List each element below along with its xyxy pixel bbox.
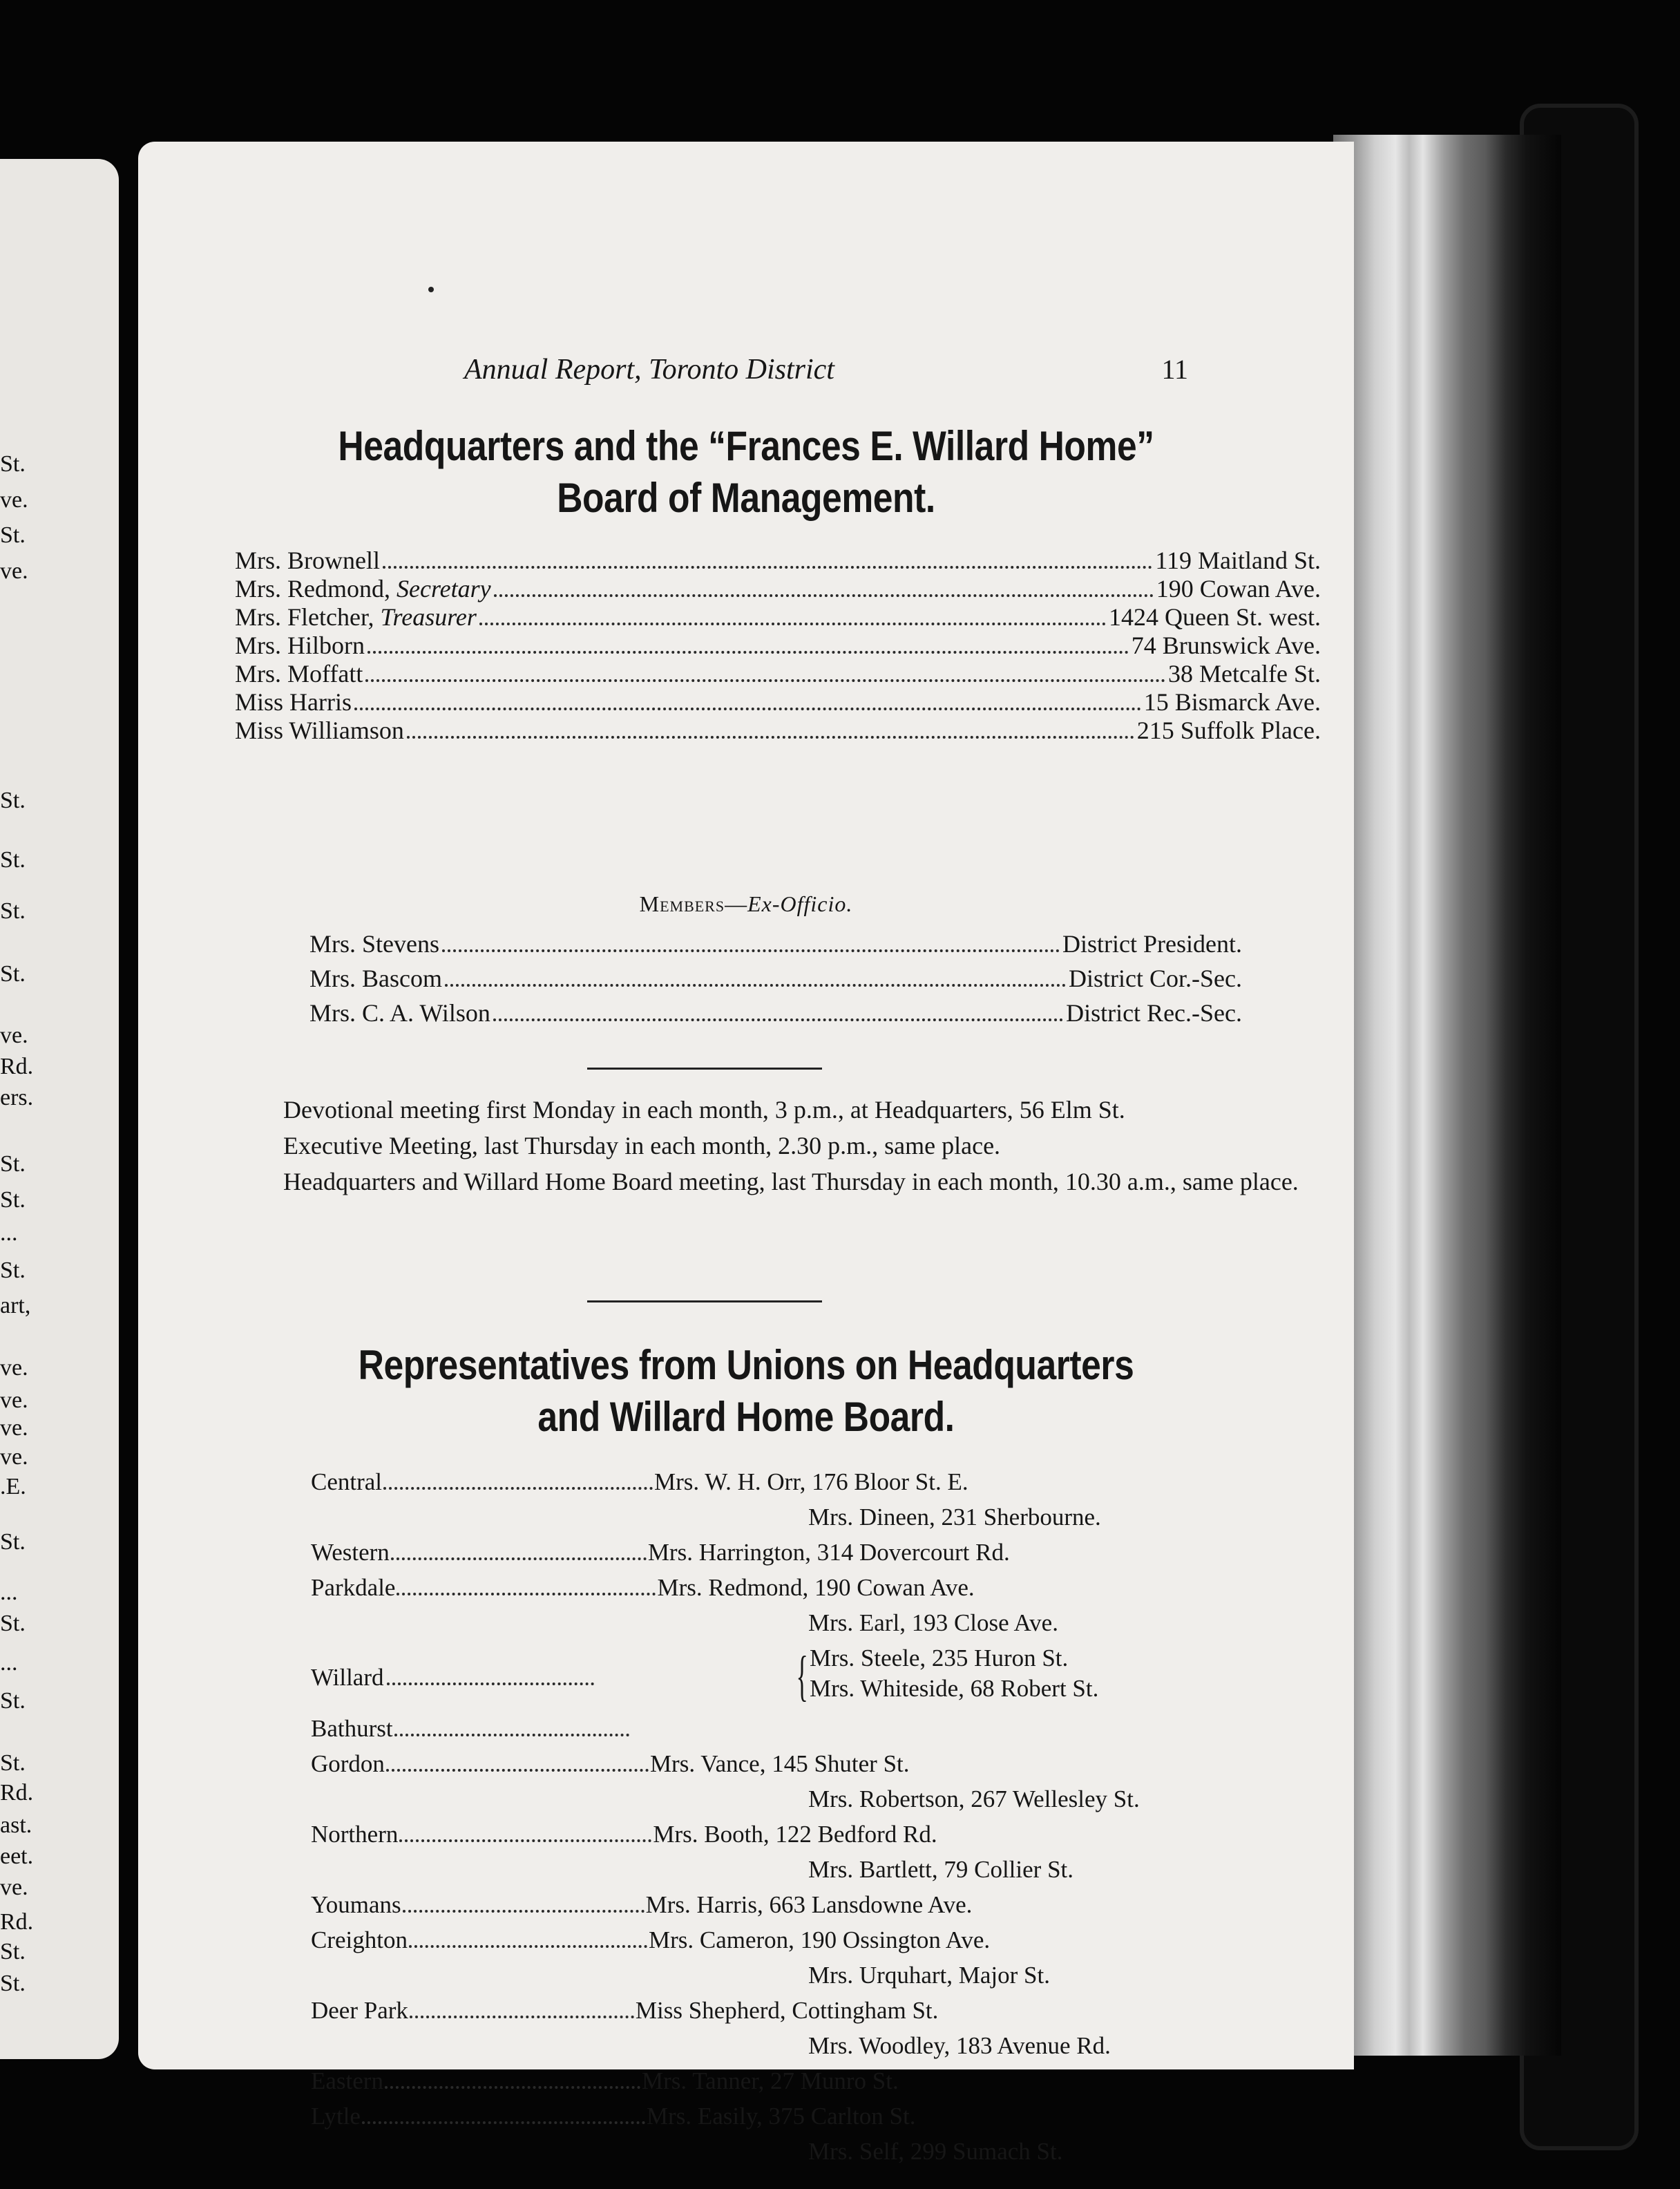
reps-heading-line2: and Willard Home Board.: [537, 1394, 955, 1440]
previous-page-fragment: St.: [0, 522, 26, 548]
union-row: [311, 2103, 1278, 2138]
brace-glyph: {: [796, 1646, 808, 1707]
board-member-name: Miss Harris: [235, 688, 352, 716]
members-ex-officio-label: [525, 891, 967, 917]
previous-page-fragment: ...: [0, 1220, 18, 1246]
board-member-role: Treasurer: [380, 603, 477, 631]
ex-officio-name: Mrs. C. A. Wilson: [309, 999, 490, 1027]
union-representative: Mrs. Bartlett, 79 Collier St.: [808, 1856, 1074, 1883]
union-row-willard: [311, 1645, 1278, 1715]
previous-page-fragment: Rd.: [0, 1054, 34, 1079]
dot-leader: [362, 2105, 645, 2124]
union-name: Gordon: [311, 1750, 385, 1777]
previous-page-fragment: St.: [0, 1187, 26, 1213]
union-representative: Mrs. Harrington, 314 Dovercourt Rd.: [647, 1539, 1010, 1566]
union-representative: Mrs. Robertson, 267 Wellesley St.: [808, 1785, 1140, 1812]
dot-leader: [368, 633, 1129, 654]
previous-page-fragment: St.: [0, 1688, 26, 1714]
book-page: [138, 142, 1354, 2165]
union-row: [311, 1574, 1278, 1609]
ex-officio-list: [309, 929, 1242, 1033]
running-head: [138, 349, 1354, 390]
dot-leader: [403, 1893, 645, 1913]
previous-page-fragment: Rd.: [0, 1780, 34, 1806]
previous-page-fragment: ve.: [0, 558, 28, 584]
union-representative: Mrs. Cameron, 190 Ossington Ave.: [648, 1926, 991, 1953]
dot-leader: [387, 1666, 594, 1685]
board-heading-line1: Headquarters and the “Frances E. Willard Home”: [338, 423, 1154, 469]
board-member-row: [235, 546, 1321, 574]
previous-page-fragment: ast.: [0, 1812, 32, 1838]
ex-officio-row: [309, 929, 1242, 964]
union-row: [311, 1468, 1278, 1504]
union-representative: Mrs. Dineen, 231 Sherbourne.: [808, 1504, 1101, 1531]
board-member-address: 74 Brunswick Ave.: [1131, 632, 1321, 659]
dot-leader: [410, 1999, 634, 2018]
union-representative: Mrs. Tanner, 27 Munro St.: [641, 2067, 899, 2094]
board-member-role: Secretary: [397, 575, 491, 603]
union-row-continuation: [311, 1785, 1278, 1821]
dot-leader: [479, 605, 1106, 625]
union-representative: Mrs. Redmond, 190 Cowan Ave.: [657, 1574, 975, 1601]
reps-heading-line1: Representatives from Unions on Headquarters: [358, 1342, 1134, 1388]
union-name: Parkdale: [311, 1574, 396, 1601]
union-row: [311, 1539, 1278, 1574]
dot-leader: [409, 1929, 647, 1948]
board-member-row: [235, 716, 1321, 744]
board-member-name: Mrs. Moffatt: [235, 660, 363, 688]
board-member-row: [235, 631, 1321, 659]
union-name: Lytle: [311, 2103, 361, 2130]
previous-page-fragment: St.: [0, 1939, 26, 1964]
union-row: [311, 1821, 1278, 1856]
previous-page-fragment: eet.: [0, 1844, 34, 1869]
union-name: Willard: [311, 1664, 384, 1691]
members-label-italic: Ex-Officio.: [747, 891, 853, 916]
union-name: Deer Park: [311, 1997, 408, 2024]
previous-page-fragment: ...: [0, 1580, 18, 1605]
board-member-address: 15 Bismarck Ave.: [1143, 688, 1321, 716]
union-row-continuation: [311, 1962, 1278, 1997]
dot-leader: [445, 966, 1066, 987]
ex-officio-office: District President.: [1062, 930, 1242, 958]
union-representative: Mrs. Vance, 145 Shuter St.: [649, 1750, 910, 1777]
meeting-note: Executive Meeting, last Thursday in each month, 2.30 p.m., same place.: [283, 1132, 1001, 1159]
dot-leader: [407, 718, 1134, 739]
meeting-notes: [235, 1092, 1323, 1200]
meeting-note: Devotional meeting first Monday in each month, 3 p.m., at Headquarters, 56 Elm St.: [283, 1096, 1125, 1124]
ex-officio-row: [309, 998, 1242, 1033]
previous-page-fragment: St.: [0, 1750, 26, 1776]
union-representative: Mrs. W. H. Orr, 176 Bloor St. E.: [654, 1468, 968, 1495]
previous-page-fragment: St.: [0, 1151, 26, 1177]
previous-page-fragment: ...: [0, 1650, 18, 1676]
members-label: Members: [639, 891, 725, 916]
union-representative: Mrs. Earl, 193 Close Ave.: [808, 1609, 1058, 1636]
ex-officio-office: District Rec.-Sec.: [1066, 999, 1242, 1027]
union-representative: Mrs. Whiteside, 68 Robert St.: [810, 1675, 1099, 1702]
previous-page-fragment: Rd.: [0, 1909, 34, 1935]
dot-leader: [354, 690, 1141, 710]
page-number: 11: [1161, 354, 1188, 385]
union-representative: Mrs. Woodley, 183 Avenue Rd.: [808, 2032, 1111, 2059]
previous-page-fragment: St.: [0, 847, 26, 873]
previous-page-fragment: St.: [0, 1258, 26, 1283]
union-row: [311, 1926, 1278, 1962]
meeting-note: Headquarters and Willard Home Board meeting, last Thursday in each month, 10.30 a.m., same place.: [283, 1168, 1299, 1195]
board-member-row: [235, 688, 1321, 716]
dot-leader: [383, 1470, 653, 1490]
dot-leader: [383, 548, 1152, 569]
board-heading-line2: Board of Management.: [557, 475, 935, 521]
union-row-continuation: [311, 1504, 1278, 1539]
previous-page-fragment: ve.: [0, 487, 28, 513]
previous-page-fragment: St.: [0, 788, 26, 813]
union-name: Central: [311, 1468, 383, 1495]
ex-officio-name: Mrs. Bascom: [309, 965, 442, 992]
ink-speck: [428, 287, 434, 292]
union-name: Eastern: [311, 2067, 383, 2094]
previous-page-fragment: St.: [0, 898, 26, 924]
union-name: Youmans: [311, 1891, 401, 1918]
union-name: Bathurst: [311, 1715, 393, 1742]
dot-leader: [494, 576, 1154, 597]
union-name: Western: [311, 1539, 390, 1566]
dot-leader: [385, 2069, 640, 2089]
union-representative: Mrs. Harris, 663 Lansdowne Ave.: [645, 1891, 973, 1918]
board-member-name: Mrs. Redmond, Secretary: [235, 575, 491, 603]
union-name: Creighton: [311, 1926, 408, 1953]
previous-page-fragment: art,: [0, 1293, 31, 1318]
dot-leader: [391, 1541, 647, 1560]
union-row-continuation: [311, 1609, 1278, 1645]
union-row: [311, 1750, 1278, 1785]
union-representative: Mrs. Booth, 122 Bedford Rd.: [653, 1821, 937, 1848]
board-member-row: [235, 659, 1321, 688]
dot-leader: [442, 931, 1060, 952]
union-representative: Mrs. Urquhart, Major St.: [808, 1962, 1050, 1989]
union-representative: Miss Shepherd, Cottingham St.: [635, 1997, 939, 2024]
previous-page-fragment: .E.: [0, 1474, 26, 1499]
union-row: [311, 2067, 1278, 2103]
previous-page-fragment: ve.: [0, 1387, 28, 1413]
previous-page-fragment: St.: [0, 961, 26, 987]
union-representative: Mrs. Self, 299 Sumach St.: [808, 2138, 1063, 2165]
union-row-continuation: [311, 1856, 1278, 1891]
running-title: Annual Report, Toronto District: [464, 354, 834, 386]
union-row-continuation: [311, 2032, 1278, 2067]
board-member-row: [235, 603, 1321, 631]
previous-page-fragment: St.: [0, 451, 26, 477]
ex-officio-office: District Cor.-Sec.: [1069, 965, 1242, 992]
union-row: [311, 1997, 1278, 2032]
previous-page-fragment: ve.: [0, 1444, 28, 1470]
board-member-address: 1424 Queen St. west.: [1109, 603, 1321, 631]
dot-leader: [397, 1576, 656, 1595]
union-name: Northern: [311, 1821, 399, 1848]
ex-officio-row: [309, 964, 1242, 998]
previous-page-fragment: ers.: [0, 1085, 34, 1110]
ex-officio-name: Mrs. Stevens: [309, 930, 439, 958]
union-representative: Mrs. Steele, 235 Huron St.: [810, 1645, 1069, 1671]
previous-page-fragment: St.: [0, 1611, 26, 1636]
board-member-row: [235, 574, 1321, 603]
union-label-wrap: [311, 1664, 594, 1692]
board-member-name: Miss Williamson: [235, 717, 404, 744]
board-member-address: 119 Maitland St.: [1155, 547, 1321, 574]
book-fore-edge: [1333, 135, 1561, 2056]
dot-leader: [493, 1001, 1063, 1021]
dot-leader: [386, 1752, 649, 1772]
members-label-dash: —: [725, 891, 748, 916]
dot-leader: [394, 1717, 629, 1736]
previous-page-fragment: St.: [0, 1529, 26, 1555]
previous-page-fragment: ve.: [0, 1875, 28, 1900]
board-member-address: 38 Metcalfe St.: [1168, 660, 1321, 688]
union-row: [311, 1715, 1278, 1750]
board-member-list: [235, 546, 1321, 744]
previous-page-fragment: ve.: [0, 1023, 28, 1048]
board-member-address: 215 Suffolk Place.: [1136, 717, 1321, 744]
dot-leader: [365, 661, 1165, 682]
previous-page-fragment: ve.: [0, 1355, 28, 1381]
previous-page-fragment: St.: [0, 1971, 26, 1996]
previous-page-fragment: ve.: [0, 1415, 28, 1441]
union-row-continuation: [311, 2138, 1278, 2173]
previous-page-edge: [0, 159, 119, 2059]
union-row: [311, 1891, 1278, 1926]
section-divider: [587, 1068, 822, 1070]
board-member-name: Mrs. Brownell: [235, 547, 380, 574]
board-member-address: 190 Cowan Ave.: [1156, 575, 1321, 603]
union-representative: Mrs. Easily, 375 Carlton St.: [646, 2103, 916, 2130]
board-member-name: Mrs. Hilborn: [235, 632, 365, 659]
union-representatives-list: [311, 1468, 1278, 2173]
dot-leader: [399, 1823, 651, 1842]
section-divider: [587, 1300, 822, 1302]
board-member-name: Mrs. Fletcher, Treasurer: [235, 603, 477, 631]
